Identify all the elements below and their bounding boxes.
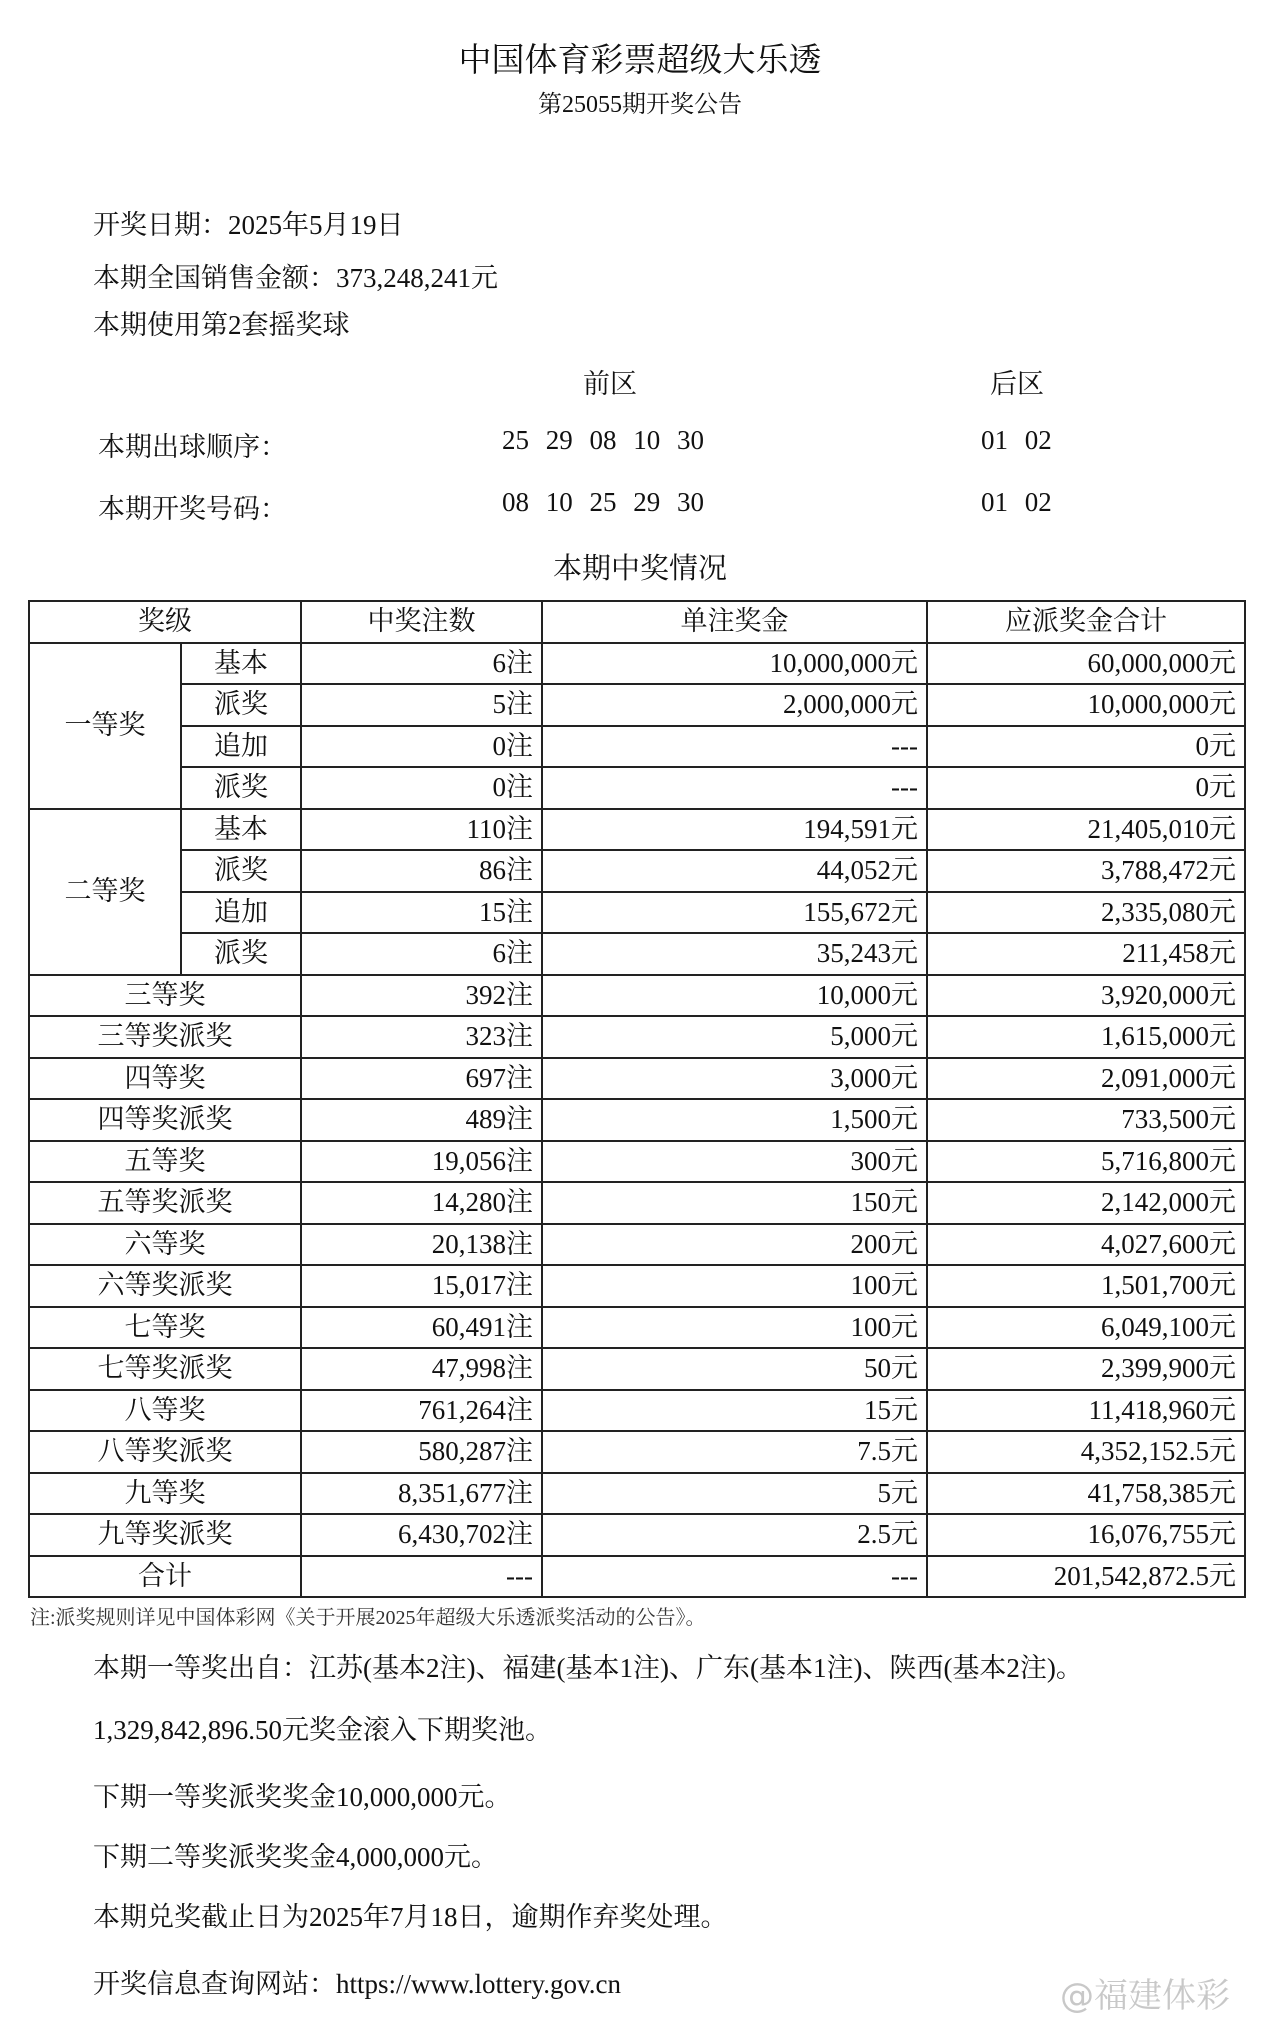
table-row xyxy=(29,1182,1245,1224)
unit-prize: 35,243元 xyxy=(542,933,927,975)
unit-prize: 7.5元 xyxy=(542,1431,927,1473)
total-prize: 2,335,080元 xyxy=(927,892,1245,934)
header-win-count: 中奖注数 xyxy=(301,601,542,643)
total-prize: 2,399,900元 xyxy=(927,1348,1245,1390)
win-count: 6注 xyxy=(301,643,542,685)
table-row xyxy=(29,1058,1245,1100)
table-row xyxy=(29,1473,1245,1515)
total-prize: 5,716,800元 xyxy=(927,1141,1245,1183)
win-count: 761,264注 xyxy=(301,1390,542,1432)
unit-prize: 15元 xyxy=(542,1390,927,1432)
table-row xyxy=(29,975,1245,1017)
prize-level: 四等奖派奖 xyxy=(29,1099,301,1141)
prize-level: 六等奖派奖 xyxy=(29,1265,301,1307)
table-row xyxy=(29,1514,1245,1556)
prize-sublevel: 派奖 xyxy=(181,850,301,892)
unit-prize: 155,672元 xyxy=(542,892,927,934)
table-row xyxy=(29,1307,1245,1349)
table-row xyxy=(29,892,1245,934)
total-prize: 211,458元 xyxy=(927,933,1245,975)
table-row xyxy=(29,1016,1245,1058)
total-prize: 3,788,472元 xyxy=(927,850,1245,892)
total-prize: 1,501,700元 xyxy=(927,1265,1245,1307)
table-header-row xyxy=(29,601,1245,643)
win-count: 19,056注 xyxy=(301,1141,542,1183)
next-first-prize-bonus: 下期一等奖派奖奖金10,000,000元。 xyxy=(93,1782,512,1812)
prize-sublevel: 追加 xyxy=(181,726,301,768)
win-count: 15注 xyxy=(301,892,542,934)
win-count: 6注 xyxy=(301,933,542,975)
ball-order-label: 本期出球顺序： xyxy=(98,432,287,462)
unit-prize: 5元 xyxy=(542,1473,927,1515)
unit-prize: 1,500元 xyxy=(542,1099,927,1141)
claim-deadline: 本期兑奖截止日为2025年7月18日，逾期作弃奖处理。 xyxy=(93,1902,728,1932)
unit-prize: 50元 xyxy=(542,1348,927,1390)
table-row xyxy=(29,850,1245,892)
total-prize: 2,091,000元 xyxy=(927,1058,1245,1100)
table-row xyxy=(29,1390,1245,1432)
total-prize: 16,076,755元 xyxy=(927,1514,1245,1556)
unit-prize: 10,000元 xyxy=(542,975,927,1017)
win-count: 110注 xyxy=(301,809,542,851)
prize-sublevel: 派奖 xyxy=(181,684,301,726)
total-prize: 3,920,000元 xyxy=(927,975,1245,1017)
prize-level: 四等奖 xyxy=(29,1058,301,1100)
unit-prize: 100元 xyxy=(542,1265,927,1307)
table-row xyxy=(29,1141,1245,1183)
prize-level: 三等奖派奖 xyxy=(29,1016,301,1058)
win-count: 14,280注 xyxy=(301,1182,542,1224)
win-count: 392注 xyxy=(301,975,542,1017)
unit-prize: 5,000元 xyxy=(542,1016,927,1058)
win-count: 697注 xyxy=(301,1058,542,1100)
unit-prize: 44,052元 xyxy=(542,850,927,892)
table-total-row xyxy=(29,1556,1245,1598)
prize-level: 五等奖 xyxy=(29,1141,301,1183)
website-label: 开奖信息查询网站： xyxy=(93,1969,336,1999)
total-prize: 21,405,010元 xyxy=(927,809,1245,851)
unit-prize: 194,591元 xyxy=(542,809,927,851)
win-count: 15,017注 xyxy=(301,1265,542,1307)
unit-prize: 3,000元 xyxy=(542,1058,927,1100)
prize-level: 五等奖派奖 xyxy=(29,1182,301,1224)
weibo-watermark: @福建体彩 xyxy=(1060,1976,1230,2016)
winning-numbers-front: 08 10 25 29 30 xyxy=(502,487,704,517)
table-row xyxy=(29,1099,1245,1141)
page-title: 中国体育彩票超级大乐透 xyxy=(458,43,822,79)
unit-prize: --- xyxy=(542,726,927,768)
prize-level: 一等奖 xyxy=(29,643,181,809)
ball-order-back: 01 02 xyxy=(981,425,1052,455)
win-count: 489注 xyxy=(301,1099,542,1141)
table-row xyxy=(29,1431,1245,1473)
header-prize-level: 奖级 xyxy=(29,601,301,643)
prize-level: 二等奖 xyxy=(29,809,181,975)
prize-sublevel: 基本 xyxy=(181,809,301,851)
table-row xyxy=(29,1348,1245,1390)
prize-sublevel: 追加 xyxy=(181,892,301,934)
total-prize: 6,049,100元 xyxy=(927,1307,1245,1349)
ball-order-front: 25 29 08 10 30 xyxy=(502,425,704,455)
back-zone-label: 后区 xyxy=(990,369,1044,399)
website-line xyxy=(93,1962,621,2001)
unit-prize: 10,000,000元 xyxy=(542,643,927,685)
win-count: 60,491注 xyxy=(301,1307,542,1349)
win-count: 86注 xyxy=(301,850,542,892)
table-row xyxy=(29,684,1245,726)
win-count: 8,351,677注 xyxy=(301,1473,542,1515)
prize-section-title: 本期中奖情况 xyxy=(552,553,727,585)
win-count: 5注 xyxy=(301,684,542,726)
win-count: 580,287注 xyxy=(301,1431,542,1473)
prize-level: 八等奖 xyxy=(29,1390,301,1432)
header-unit-prize: 单注奖金 xyxy=(542,601,927,643)
prize-level: 八等奖派奖 xyxy=(29,1431,301,1473)
unit-prize: 200元 xyxy=(542,1224,927,1266)
winning-numbers-label: 本期开奖号码： xyxy=(98,494,287,524)
total-prize: 1,615,000元 xyxy=(927,1016,1245,1058)
prize-table xyxy=(28,600,1246,1598)
win-count: 47,998注 xyxy=(301,1348,542,1390)
prize-level: 三等奖 xyxy=(29,975,301,1017)
table-row xyxy=(29,809,1245,851)
win-count: 323注 xyxy=(301,1016,542,1058)
unit-prize: --- xyxy=(542,767,927,809)
rollover-amount: 1,329,842,896.50元奖金滚入下期奖池。 xyxy=(93,1715,552,1745)
front-zone-label: 前区 xyxy=(583,369,637,399)
total-prize: 4,027,600元 xyxy=(927,1224,1245,1266)
prize-level: 合计 xyxy=(29,1556,301,1598)
table-row xyxy=(29,1265,1245,1307)
unit-prize: 2.5元 xyxy=(542,1514,927,1556)
ball-set: 本期使用第2套摇奖球 xyxy=(93,310,350,340)
first-prize-origin: 本期一等奖出自：江苏(基本2注)、福建(基本1注)、广东(基本1注)、陕西(基本2注)。 xyxy=(93,1653,1083,1683)
prize-level: 七等奖 xyxy=(29,1307,301,1349)
prize-level: 七等奖派奖 xyxy=(29,1348,301,1390)
unit-prize: 100元 xyxy=(542,1307,927,1349)
total-prize: 10,000,000元 xyxy=(927,684,1245,726)
prize-level: 九等奖 xyxy=(29,1473,301,1515)
total-prize: 4,352,152.5元 xyxy=(927,1431,1245,1473)
issue-subtitle: 第25055期开奖公告 xyxy=(538,92,742,118)
draw-date: 开奖日期：2025年5月19日 xyxy=(93,210,404,240)
total-prize: 0元 xyxy=(927,767,1245,809)
total-prize: 0元 xyxy=(927,726,1245,768)
win-count: 20,138注 xyxy=(301,1224,542,1266)
total-prize: 41,758,385元 xyxy=(927,1473,1245,1515)
table-row xyxy=(29,643,1245,685)
win-count: 6,430,702注 xyxy=(301,1514,542,1556)
table-row xyxy=(29,726,1245,768)
prize-sublevel: 派奖 xyxy=(181,933,301,975)
total-prize: 733,500元 xyxy=(927,1099,1245,1141)
sales-amount: 本期全国销售金额：373,248,241元 xyxy=(93,263,498,293)
table-row xyxy=(29,767,1245,809)
table-row xyxy=(29,1224,1245,1266)
prize-level: 九等奖派奖 xyxy=(29,1514,301,1556)
next-second-prize-bonus: 下期二等奖派奖奖金4,000,000元。 xyxy=(93,1842,498,1872)
unit-prize: 300元 xyxy=(542,1141,927,1183)
total-prize: 201,542,872.5元 xyxy=(927,1556,1245,1598)
win-count: --- xyxy=(301,1556,542,1598)
prize-sublevel: 基本 xyxy=(181,643,301,685)
prize-level: 六等奖 xyxy=(29,1224,301,1266)
unit-prize: 2,000,000元 xyxy=(542,684,927,726)
prize-sublevel: 派奖 xyxy=(181,767,301,809)
header-total-prize: 应派奖金合计 xyxy=(927,601,1245,643)
total-prize: 2,142,000元 xyxy=(927,1182,1245,1224)
unit-prize: 150元 xyxy=(542,1182,927,1224)
total-prize: 60,000,000元 xyxy=(927,643,1245,685)
website-link[interactable]: https://www.lottery.gov.cn xyxy=(336,1969,621,1999)
total-prize: 11,418,960元 xyxy=(927,1390,1245,1432)
footnote: 注:派奖规则详见中国体彩网《关于开展2025年超级大乐透派奖活动的公告》。 xyxy=(30,1607,706,1629)
win-count: 0注 xyxy=(301,767,542,809)
winning-numbers-back: 01 02 xyxy=(981,487,1052,517)
unit-prize: --- xyxy=(542,1556,927,1598)
table-row xyxy=(29,933,1245,975)
win-count: 0注 xyxy=(301,726,542,768)
